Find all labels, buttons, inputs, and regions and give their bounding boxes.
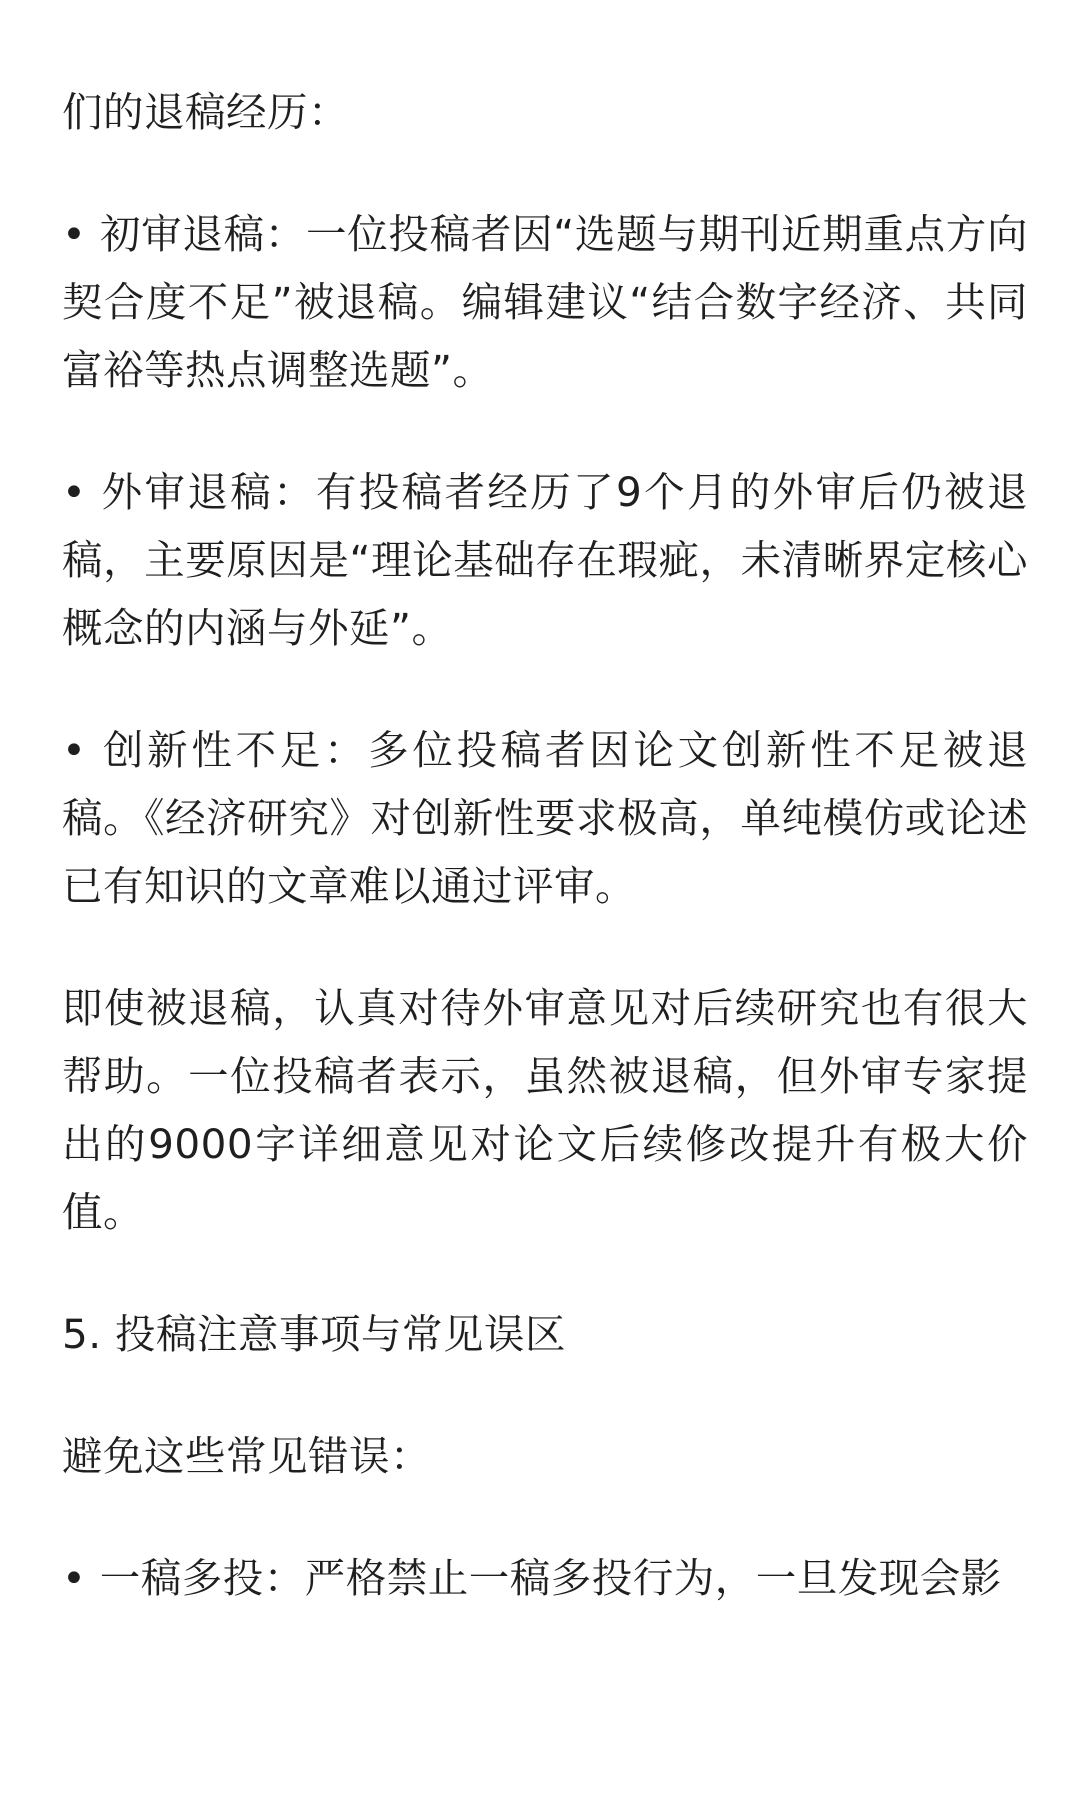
closing-paragraph: 即使被退稿，认真对待外审意见对后续研究也有很大帮助。一位投稿者表示，虽然被退稿，但外审专家提出的9000字详细意见对论文后续修改提升有极大价值。 <box>62 984 1028 1236</box>
bullet-initial-rejection: • 初审退稿：一位投稿者因“选题与期刊近期重点方向契合度不足”被退稿。编辑建议“结合数字经济、共同富裕等热点调整选题”。 <box>62 210 1028 394</box>
section-intro: 避免这些常见错误： <box>62 1432 431 1480</box>
bullet-external-review-rejection: • 外审退稿：有投稿者经历了9个月的外审后仍被退稿，主要原因是“理论基础存在瑕疵，未清晰界定核心概念的内涵与外延”。 <box>62 468 1028 652</box>
article-body <box>62 78 1028 1666</box>
bullet-multiple-submission: • 一稿多投：严格禁止一稿多投行为，一旦发现会影 <box>62 1554 1002 1602</box>
intro-line: 们的退稿经历： <box>62 88 349 136</box>
section-heading: 5. 投稿注意事项与常见误区 <box>62 1310 567 1358</box>
bullet-lack-of-innovation: • 创新性不足：多位投稿者因论文创新性不足被退稿。《经济研究》对创新性要求极高，单纯模仿或论述已有知识的文章难以通过评审。 <box>62 726 1028 910</box>
